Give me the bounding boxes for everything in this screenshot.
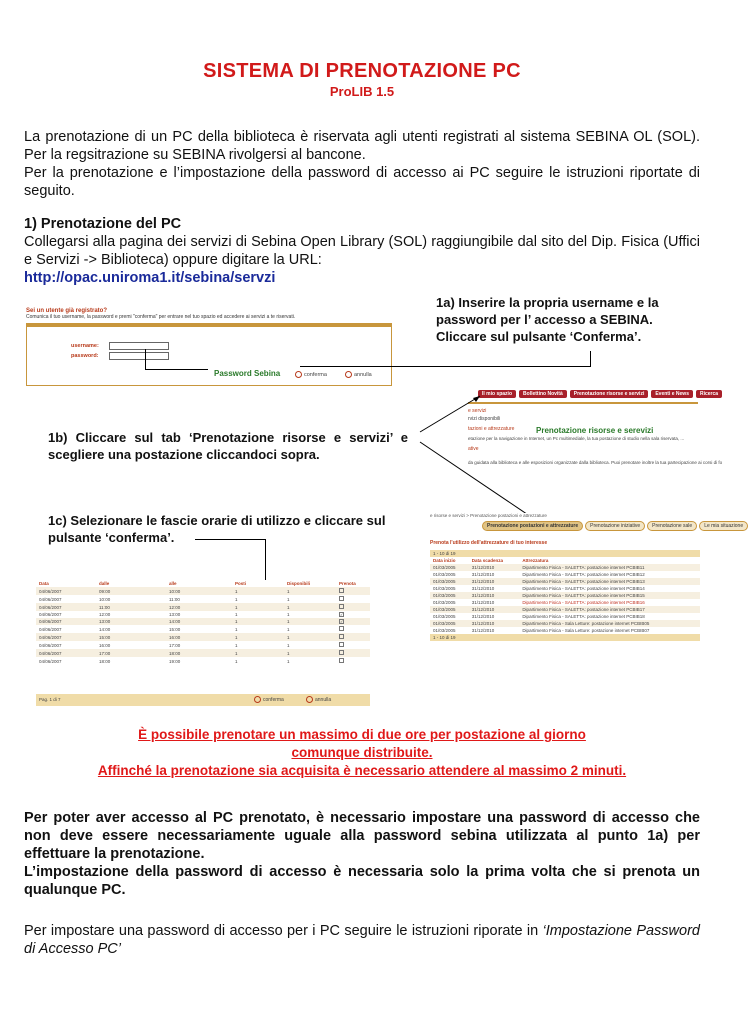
table-cell: Dipartimento Fisica - SALETTA: postazione internet PCBIB17	[522, 607, 645, 612]
table-row[interactable]	[430, 578, 700, 585]
connector-line	[590, 351, 591, 367]
table-row	[36, 611, 370, 618]
prenotazione-callout: Prenotazione risorse e serevizi	[536, 426, 654, 435]
services-line: e servizi	[468, 408, 487, 414]
table-cell: 01/03/2005	[433, 586, 456, 591]
slots-confirm-label: conferma	[263, 696, 284, 703]
table-cell: 16:00	[99, 642, 111, 648]
col-data-scadenza[interactable]: Data scadenza	[471, 558, 503, 563]
warning-line-3: Affinché la prenotazione sia acquisita è necessario attendere al massimo 2 minuti.	[97, 763, 627, 778]
login-screenshot	[26, 308, 392, 388]
services-line: ative	[468, 446, 479, 452]
table-cell: Dipartimento Fisica - SALETTA: postazione internet PCBIB11	[522, 565, 645, 570]
access-section	[24, 809, 700, 899]
stations-range-bottom: 1 - 10 di 19	[430, 634, 700, 641]
table-cell: Dipartimento Fisica - SALETTA: postazione internet PCBIB18	[522, 614, 645, 619]
table-cell: Dipartimento Fisica - Sala Letture: postazione internet PCBIB05	[522, 621, 650, 626]
connector-line	[195, 539, 265, 540]
table-cell: 10:00	[99, 596, 111, 602]
table-cell: 1	[235, 626, 238, 632]
table-cell: 31/12/2010	[471, 607, 495, 612]
prenota-checkbox[interactable]	[339, 650, 344, 655]
prenota-cell	[336, 649, 370, 657]
tab-ricerca[interactable]: Ricerca	[696, 390, 722, 398]
subtab-iniziative[interactable]: Prenotazione iniziative	[585, 521, 645, 531]
table-cell: 1	[287, 604, 290, 610]
table-cell: 31/12/2010	[471, 586, 495, 591]
table-cell: 1	[235, 619, 238, 624]
table-cell: 1	[287, 626, 290, 632]
table-cell: 01/03/2005	[433, 600, 456, 605]
table-cell: 04/06/2007	[39, 634, 62, 640]
table-cell: Dipartimento Fisica - SALETTA: postazione internet PCBIB15	[522, 593, 645, 598]
table-cell: 1	[235, 658, 238, 664]
warning-line-1: È possibile prenotare un massimo di due ore per postazione al giorno	[138, 727, 586, 742]
login-cancel-button[interactable]	[345, 371, 372, 378]
prenota-cell	[336, 603, 370, 611]
services-link[interactable]: tazioni e attrezzature	[468, 426, 515, 432]
table-cell: 17:00	[99, 650, 111, 656]
table-cell: 31/12/2010	[471, 614, 495, 619]
prenota-cell	[336, 641, 370, 649]
table-cell: 13:00	[169, 612, 181, 617]
services-line: da guidata alla biblioteca e alle esposizioni organizzate dalla biblioteca. Puoi prenotare inoltre la tua partecipazione ai corsi di fo	[468, 460, 723, 465]
table-row[interactable]	[430, 592, 700, 599]
tab-eventi-news[interactable]: Eventi e News	[651, 390, 693, 398]
table-cell: 12:00	[169, 604, 181, 610]
subtab-postazioni[interactable]: Prenotazione postazioni e attrezzature	[482, 521, 583, 531]
table-cell: 01/03/2005	[433, 565, 456, 570]
table-cell: 1	[287, 650, 290, 656]
prenota-checkbox[interactable]	[339, 634, 344, 639]
table-cell: 01/03/2005	[433, 628, 456, 633]
table-cell: 14:00	[99, 626, 111, 632]
col-data-inizio[interactable]: Data inizio	[433, 558, 456, 563]
radio-icon	[254, 696, 261, 703]
slots-cancel-button[interactable]	[306, 696, 331, 703]
note-1b: 1b) Cliccare sul tab ‘Prenotazione risorse e servizi’ e scegliere una postazione cliccandoci sopra.	[48, 430, 408, 462]
table-cell: 14:00	[169, 619, 181, 624]
table-cell: 1	[287, 642, 290, 648]
table-cell: 1	[235, 650, 238, 656]
table-row[interactable]	[430, 620, 700, 627]
table-cell: 31/12/2010	[471, 593, 495, 598]
tab-prenotazione-risorse[interactable]: Prenotazione risorse e servizi	[570, 390, 649, 398]
table-row	[36, 587, 370, 595]
table-row[interactable]	[430, 564, 700, 571]
table-row	[36, 633, 370, 641]
table-row[interactable]	[430, 571, 700, 578]
table-cell: Dipartimento Fisica - SALETTA: postazione internet PCBIB13	[522, 579, 645, 584]
prenota-cell	[336, 595, 370, 603]
prenota-checkbox[interactable]	[339, 604, 344, 609]
table-cell: 04/06/2007	[39, 619, 62, 624]
table-cell: 1	[287, 634, 290, 640]
prenota-cell	[336, 657, 370, 665]
prenota-cell	[336, 611, 370, 618]
radio-icon	[295, 371, 302, 378]
table-cell: 31/12/2010	[471, 621, 495, 626]
intro-paragraph-2: Per la prenotazione e l’impostazione della password di accesso ai PC seguire le istruzioni riportate di seguito.	[24, 165, 700, 199]
section-1	[24, 215, 700, 287]
table-cell: 31/12/2010	[471, 600, 495, 605]
table-cell: 10:00	[169, 588, 181, 594]
table-cell: 17:00	[169, 642, 181, 648]
login-confirm-button[interactable]	[295, 371, 327, 378]
intro-section	[24, 128, 700, 200]
stations-screenshot	[430, 513, 744, 673]
username-label: username:	[71, 343, 99, 349]
table-cell: 01/03/2005	[433, 593, 456, 598]
table-cell: 11:00	[169, 596, 180, 602]
table-cell: 1	[287, 619, 290, 624]
table-cell: 04/06/2007	[39, 604, 62, 610]
page-title: SISTEMA DI PRENOTAZIONE PC	[203, 60, 521, 82]
footer-text: Per impostare una password di accesso per i PC seguire le istruzioni riporate in	[24, 923, 543, 939]
table-cell: 18:00	[169, 650, 181, 656]
col-dalle: dalle	[99, 581, 110, 586]
table-cell: 04/06/2007	[39, 596, 62, 602]
login-description: Comunica il tuo username, la password e premi "conferma" per entrare nel tuo spazio ed accedere ai servizi a te riservati.	[26, 314, 296, 320]
prenota-checkbox[interactable]	[339, 642, 344, 647]
connector-line	[145, 369, 208, 370]
table-cell: 1	[287, 658, 290, 664]
radio-icon	[345, 371, 352, 378]
connector-line	[145, 349, 146, 369]
table-cell: 19:00	[169, 658, 181, 664]
table-cell: Dipartimento Fisica - SALETTA: postazione internet PCBIB16	[522, 600, 645, 605]
stations-subtabs	[482, 521, 744, 531]
table-cell: 01/03/2005	[433, 614, 456, 619]
slots-footer	[36, 694, 370, 706]
table-cell: 31/12/2010	[471, 572, 495, 577]
prenota-checkbox[interactable]	[339, 596, 344, 601]
footer-paragraph	[24, 922, 700, 958]
prenota-checkbox[interactable]	[339, 588, 344, 593]
login-form	[26, 326, 392, 386]
table-row	[36, 595, 370, 603]
login-cancel-label: annulla	[354, 371, 372, 378]
table-cell: 01/03/2005	[433, 621, 456, 626]
section-1-heading: 1) Prenotazione del PC	[24, 216, 182, 232]
col-attrezzatura[interactable]: Attrezzatura	[522, 558, 549, 563]
table-cell: 15:00	[169, 626, 181, 632]
prenota-cell	[336, 625, 370, 633]
table-cell: 13:00	[99, 619, 111, 624]
table-row[interactable]	[430, 613, 700, 620]
table-cell: 1	[235, 642, 238, 648]
table-cell: Dipartimento Fisica - SALETTA: postazione internet PCBIB12	[522, 572, 645, 577]
table-cell: 31/12/2010	[471, 565, 495, 570]
table-cell: 11:00	[99, 604, 110, 610]
password-label: password:	[71, 353, 99, 359]
stations-table	[430, 557, 700, 634]
table-cell: 04/06/2007	[39, 612, 62, 617]
table-row	[36, 641, 370, 649]
table-row	[36, 649, 370, 657]
note-1c: 1c) Selezionare le fascie orarie di utilizzo e cliccare sul pulsante ‘conferma’.	[48, 513, 386, 545]
table-cell: 04/06/2007	[39, 642, 62, 648]
page-subtitle: ProLIB 1.5	[329, 84, 395, 99]
table-cell: 1	[235, 604, 238, 610]
table-row[interactable]	[430, 599, 700, 606]
table-cell: 1	[235, 634, 238, 640]
table-cell: 04/06/2007	[39, 588, 62, 594]
table-row[interactable]	[430, 585, 700, 592]
table-cell: 01/03/2005	[433, 579, 456, 584]
table-row	[36, 625, 370, 633]
warning-line-2: comunque distribuite.	[291, 745, 433, 760]
table-row	[36, 618, 370, 625]
tab-il-mio-spazio[interactable]: Il mio spazio	[478, 390, 516, 398]
subtab-situazione[interactable]: Le mia situazione	[699, 521, 748, 531]
password-input[interactable]	[109, 352, 169, 360]
table-row[interactable]	[430, 627, 700, 634]
prenota-checkbox[interactable]: ✓	[340, 612, 344, 617]
stations-breadcrumb: e risorse e servizi > Prenotazione postazioni e attrezzature	[430, 513, 547, 518]
slots-screenshot	[36, 580, 370, 706]
access-paragraph-2: L’impostazione della password di accesso è necessaria solo la prima volta che si prenota un qualunque PC.	[24, 864, 700, 898]
table-cell: 1	[235, 588, 238, 594]
services-line: etazione per la navigazione in Internet, un Pc multimediale, la tua postazione di studio nella sala riservata, ...	[468, 436, 685, 441]
col-posti: Posti	[235, 581, 247, 586]
table-cell: 15:00	[99, 634, 111, 640]
prenota-checkbox[interactable]: ✓	[340, 619, 344, 624]
table-row	[36, 603, 370, 611]
radio-icon	[306, 696, 313, 703]
stations-heading: Prenota l'utilizzo dell'attrezzature di tuo interesse	[430, 540, 548, 546]
table-cell: 09:00	[99, 588, 111, 594]
access-paragraph-1: Per poter aver accesso al PC prenotato, è necessario impostare una password di accesso che non deve essere necessariamente uguale alla password sebina utilizzata al punto 1a) per effettuare la prenotazione.	[24, 810, 700, 862]
intro-paragraph-1: La prenotazione di un PC della biblioteca è riservata agli utenti registrati al sistema SEBINA OL (SOL). Per la regsitrazione su SEBINA rivolgersi al bancone.	[24, 129, 700, 163]
table-cell: 16:00	[169, 634, 181, 640]
table-cell: 31/12/2010	[471, 579, 495, 584]
connector-line	[300, 366, 591, 367]
table-cell: 31/12/2010	[471, 628, 495, 633]
table-cell: 1	[287, 612, 290, 617]
slots-page: Pag. 1 di 7	[39, 697, 61, 702]
username-input[interactable]	[109, 342, 169, 350]
subtab-sale[interactable]: Prenotazione sale	[647, 521, 697, 531]
table-cell: 1	[235, 612, 238, 617]
table-cell: 04/06/2007	[39, 650, 62, 656]
footer-doc-reference: ‘Impostazione Password di Accesso PC’	[24, 923, 700, 957]
prenota-cell	[336, 618, 370, 625]
prenota-cell	[336, 633, 370, 641]
services-line: rvizi disponibili	[468, 416, 501, 422]
col-alle: alle	[169, 581, 177, 586]
stations-range-top: 1 - 10 di 19	[430, 550, 700, 557]
table-cell: 1	[235, 596, 238, 602]
slots-cancel-label: annulla	[315, 696, 332, 703]
login-confirm-label: conferma	[304, 371, 327, 378]
slots-table	[36, 580, 370, 665]
tab-bollettino-novita[interactable]: Bollettino Novità	[519, 390, 567, 398]
table-cell: Dipartimento Fisica - Sala Letture: postazione internet PCBIB07	[522, 628, 650, 633]
col-prenota: Prenota	[339, 581, 356, 586]
table-row[interactable]	[430, 606, 700, 613]
table-row	[36, 657, 370, 665]
prenota-checkbox[interactable]	[339, 626, 344, 631]
table-cell: Dipartimento Fisica - SALETTA: postazione internet PCBIB14	[522, 586, 645, 591]
col-data: Data	[39, 581, 49, 586]
table-cell: 1	[287, 588, 290, 594]
table-cell: 01/03/2005	[433, 607, 456, 612]
table-cell: 01/03/2005	[433, 572, 456, 577]
prenota-checkbox[interactable]	[339, 658, 344, 663]
section-1-text: Collegarsi alla pagina dei servizi di Sebina Open Library (SOL) raggiungibile dal sito del Dip. Fisica (Uffici e Servizi -> Biblioteca) oppure digitare la URL:	[24, 234, 700, 268]
table-cell: 1	[287, 596, 290, 602]
col-disponibili: Disponibili	[287, 581, 310, 586]
table-cell: 04/06/2007	[39, 658, 62, 664]
slots-confirm-button[interactable]	[254, 696, 284, 703]
prenota-cell	[336, 587, 370, 595]
table-cell: 04/06/2007	[39, 626, 62, 632]
password-sebina-callout: Password Sebina	[214, 369, 281, 378]
note-1a: 1a) Inserire la propria username e la password per l’ accesso a SEBINA. Cliccare sul pulsante ‘Conferma’.	[436, 295, 659, 344]
sebina-url-link[interactable]: http://opac.uniroma1.it/sebina/servzi	[24, 270, 276, 286]
table-cell: 12:00	[99, 612, 111, 617]
login-heading: Sei un utente già registrato?	[26, 308, 108, 314]
table-cell: 18:00	[99, 658, 111, 664]
